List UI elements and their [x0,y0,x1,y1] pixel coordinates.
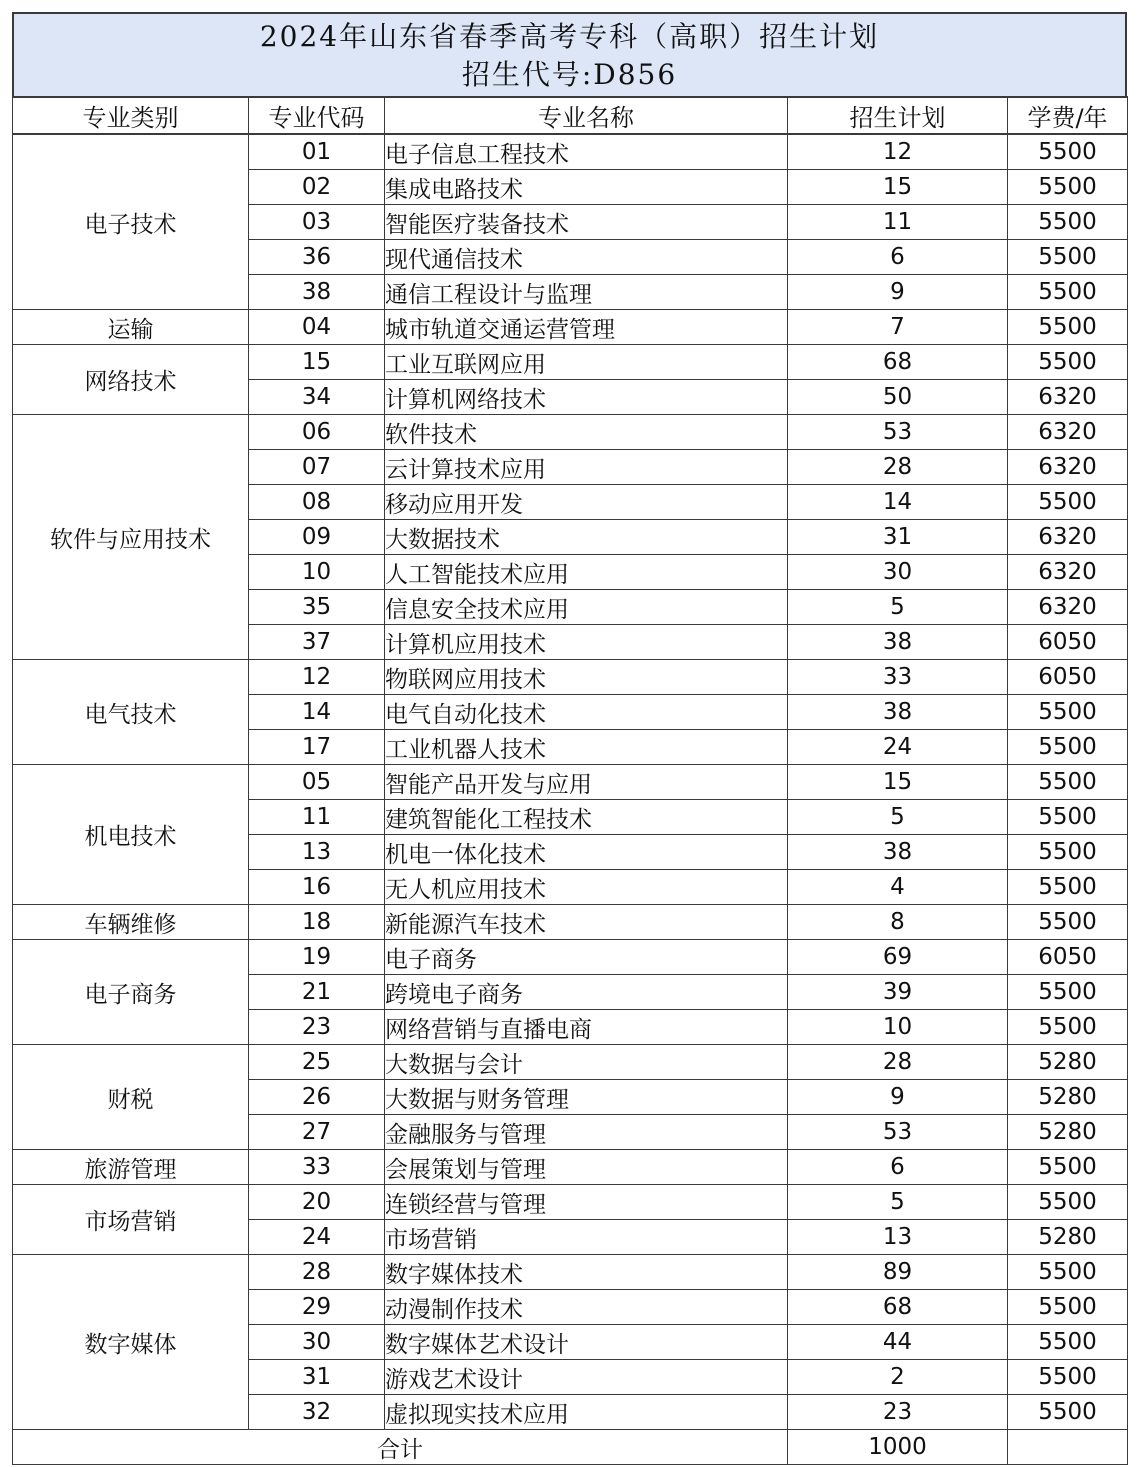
name-cell: 人工智能技术应用 [385,555,788,590]
fee-cell: 5500 [1008,170,1128,205]
code-cell: 11 [249,800,385,835]
header-name: 专业名称 [385,97,788,134]
table-row [13,940,1128,975]
name-cell: 会展策划与管理 [385,1150,788,1185]
code-cell: 14 [249,695,385,730]
total-plan: 1000 [788,1430,1008,1465]
fee-cell: 5500 [1008,275,1128,310]
fee-cell: 5280 [1008,1115,1128,1150]
name-cell: 动漫制作技术 [385,1290,788,1325]
plan-cell: 5 [788,800,1008,835]
fee-cell: 5500 [1008,730,1128,765]
code-cell: 24 [249,1220,385,1255]
plan-cell: 11 [788,205,1008,240]
table-row [13,415,1128,450]
page-title: 2024年山东省春季高考专科（高职）招生计划 [259,20,880,53]
fee-cell: 6320 [1008,450,1128,485]
plan-cell: 33 [788,660,1008,695]
name-cell: 工业互联网应用 [385,345,788,380]
name-cell: 电子信息工程技术 [385,134,788,170]
fee-cell: 6320 [1008,520,1128,555]
name-cell: 大数据与财务管理 [385,1080,788,1115]
name-cell: 云计算技术应用 [385,450,788,485]
plan-cell: 69 [788,940,1008,975]
table-row [13,765,1128,800]
code-cell: 20 [249,1185,385,1220]
code-cell: 16 [249,870,385,905]
plan-cell: 68 [788,345,1008,380]
plan-cell: 28 [788,450,1008,485]
category-cell: 机电技术 [13,765,249,905]
code-cell: 36 [249,240,385,275]
header-code: 专业代码 [249,97,385,134]
name-cell: 移动应用开发 [385,485,788,520]
name-cell: 通信工程设计与监理 [385,275,788,310]
plan-cell: 68 [788,1290,1008,1325]
fee-cell: 5280 [1008,1045,1128,1080]
code-cell: 33 [249,1150,385,1185]
plan-cell: 9 [788,275,1008,310]
code-cell: 07 [249,450,385,485]
code-cell: 06 [249,415,385,450]
name-cell: 游戏艺术设计 [385,1360,788,1395]
category-cell: 旅游管理 [13,1150,249,1185]
fee-cell: 5500 [1008,310,1128,345]
table-row [13,134,1128,170]
plan-cell: 24 [788,730,1008,765]
name-cell: 集成电路技术 [385,170,788,205]
enrollment-code: 招生代号:D856 [461,58,678,91]
name-cell: 现代通信技术 [385,240,788,275]
plan-cell: 15 [788,170,1008,205]
code-cell: 08 [249,485,385,520]
plan-cell: 23 [788,1395,1008,1430]
name-cell: 电子商务 [385,940,788,975]
name-cell: 信息安全技术应用 [385,590,788,625]
plan-cell: 28 [788,1045,1008,1080]
name-cell: 跨境电子商务 [385,975,788,1010]
code-cell: 29 [249,1290,385,1325]
fee-cell: 5500 [1008,345,1128,380]
name-cell: 市场营销 [385,1220,788,1255]
plan-cell: 30 [788,555,1008,590]
table-row [13,1045,1128,1080]
category-cell: 车辆维修 [13,905,249,940]
table-row [13,310,1128,345]
fee-cell: 5500 [1008,975,1128,1010]
title-block [12,12,1127,96]
code-cell: 37 [249,625,385,660]
total-label: 合计 [13,1430,788,1465]
fee-cell: 6050 [1008,940,1128,975]
plan-cell: 7 [788,310,1008,345]
plan-cell: 12 [788,134,1008,170]
plan-cell: 5 [788,1185,1008,1220]
name-cell: 城市轨道交通运营管理 [385,310,788,345]
fee-cell: 5500 [1008,870,1128,905]
table-row [13,1255,1128,1290]
plan-cell: 8 [788,905,1008,940]
plan-cell: 53 [788,415,1008,450]
name-cell: 连锁经营与管理 [385,1185,788,1220]
name-cell: 建筑智能化工程技术 [385,800,788,835]
code-cell: 17 [249,730,385,765]
name-cell: 网络营销与直播电商 [385,1010,788,1045]
code-cell: 18 [249,905,385,940]
name-cell: 数字媒体艺术设计 [385,1325,788,1360]
plan-cell: 15 [788,765,1008,800]
fee-cell: 5500 [1008,1255,1128,1290]
plan-cell: 39 [788,975,1008,1010]
fee-cell: 5500 [1008,1185,1128,1220]
category-cell: 电子技术 [13,134,249,310]
name-cell: 大数据技术 [385,520,788,555]
enrollment-table [12,96,1128,1465]
category-cell: 软件与应用技术 [13,415,249,660]
fee-cell: 5500 [1008,695,1128,730]
plan-cell: 38 [788,695,1008,730]
fee-cell: 5500 [1008,800,1128,835]
total-row [13,1430,1128,1465]
fee-cell: 5500 [1008,485,1128,520]
plan-cell: 6 [788,1150,1008,1185]
name-cell: 物联网应用技术 [385,660,788,695]
header-fee: 学费/年 [1008,97,1128,134]
category-cell: 财税 [13,1045,249,1150]
code-cell: 26 [249,1080,385,1115]
table-header-row [13,97,1128,134]
table-row [13,1185,1128,1220]
code-cell: 03 [249,205,385,240]
code-cell: 34 [249,380,385,415]
plan-cell: 14 [788,485,1008,520]
enrollment-plan-sheet [12,12,1127,1465]
category-cell: 电气技术 [13,660,249,765]
fee-cell: 5280 [1008,1080,1128,1115]
code-cell: 13 [249,835,385,870]
fee-cell: 6320 [1008,555,1128,590]
plan-cell: 38 [788,835,1008,870]
code-cell: 30 [249,1325,385,1360]
code-cell: 25 [249,1045,385,1080]
name-cell: 工业机器人技术 [385,730,788,765]
fee-cell: 6320 [1008,380,1128,415]
code-cell: 10 [249,555,385,590]
name-cell: 金融服务与管理 [385,1115,788,1150]
plan-cell: 53 [788,1115,1008,1150]
table-row [13,1150,1128,1185]
fee-cell: 5500 [1008,835,1128,870]
code-cell: 09 [249,520,385,555]
code-cell: 01 [249,134,385,170]
category-cell: 数字媒体 [13,1255,249,1430]
code-cell: 19 [249,940,385,975]
table-body [13,134,1128,1430]
fee-cell: 5500 [1008,205,1128,240]
plan-cell: 9 [788,1080,1008,1115]
code-cell: 12 [249,660,385,695]
plan-cell: 31 [788,520,1008,555]
code-cell: 04 [249,310,385,345]
plan-cell: 38 [788,625,1008,660]
fee-cell: 5500 [1008,1290,1128,1325]
total-fee-empty [1008,1430,1128,1465]
fee-cell: 5500 [1008,905,1128,940]
name-cell: 电气自动化技术 [385,695,788,730]
fee-cell: 5500 [1008,240,1128,275]
fee-cell: 5500 [1008,1360,1128,1395]
plan-cell: 89 [788,1255,1008,1290]
code-cell: 31 [249,1360,385,1395]
code-cell: 38 [249,275,385,310]
fee-cell: 5500 [1008,765,1128,800]
name-cell: 计算机网络技术 [385,380,788,415]
header-category: 专业类别 [13,97,249,134]
table-row [13,660,1128,695]
code-cell: 05 [249,765,385,800]
fee-cell: 6050 [1008,625,1128,660]
code-cell: 21 [249,975,385,1010]
name-cell: 虚拟现实技术应用 [385,1395,788,1430]
fee-cell: 6050 [1008,660,1128,695]
plan-cell: 4 [788,870,1008,905]
fee-cell: 6320 [1008,590,1128,625]
code-cell: 35 [249,590,385,625]
table-row [13,905,1128,940]
plan-cell: 44 [788,1325,1008,1360]
code-cell: 15 [249,345,385,380]
header-plan: 招生计划 [788,97,1008,134]
fee-cell: 6320 [1008,415,1128,450]
fee-cell: 5500 [1008,1010,1128,1045]
plan-cell: 6 [788,240,1008,275]
code-cell: 23 [249,1010,385,1045]
code-cell: 28 [249,1255,385,1290]
name-cell: 智能产品开发与应用 [385,765,788,800]
name-cell: 大数据与会计 [385,1045,788,1080]
name-cell: 机电一体化技术 [385,835,788,870]
category-cell: 网络技术 [13,345,249,415]
plan-cell: 2 [788,1360,1008,1395]
name-cell: 无人机应用技术 [385,870,788,905]
code-cell: 32 [249,1395,385,1430]
plan-cell: 5 [788,590,1008,625]
category-cell: 运输 [13,310,249,345]
plan-cell: 10 [788,1010,1008,1045]
name-cell: 新能源汽车技术 [385,905,788,940]
name-cell: 计算机应用技术 [385,625,788,660]
category-cell: 电子商务 [13,940,249,1045]
name-cell: 软件技术 [385,415,788,450]
fee-cell: 5500 [1008,1150,1128,1185]
plan-cell: 50 [788,380,1008,415]
fee-cell: 5280 [1008,1220,1128,1255]
code-cell: 02 [249,170,385,205]
fee-cell: 5500 [1008,134,1128,170]
fee-cell: 5500 [1008,1395,1128,1430]
name-cell: 智能医疗装备技术 [385,205,788,240]
category-cell: 市场营销 [13,1185,249,1255]
plan-cell: 13 [788,1220,1008,1255]
name-cell: 数字媒体技术 [385,1255,788,1290]
table-row [13,345,1128,380]
code-cell: 27 [249,1115,385,1150]
fee-cell: 5500 [1008,1325,1128,1360]
